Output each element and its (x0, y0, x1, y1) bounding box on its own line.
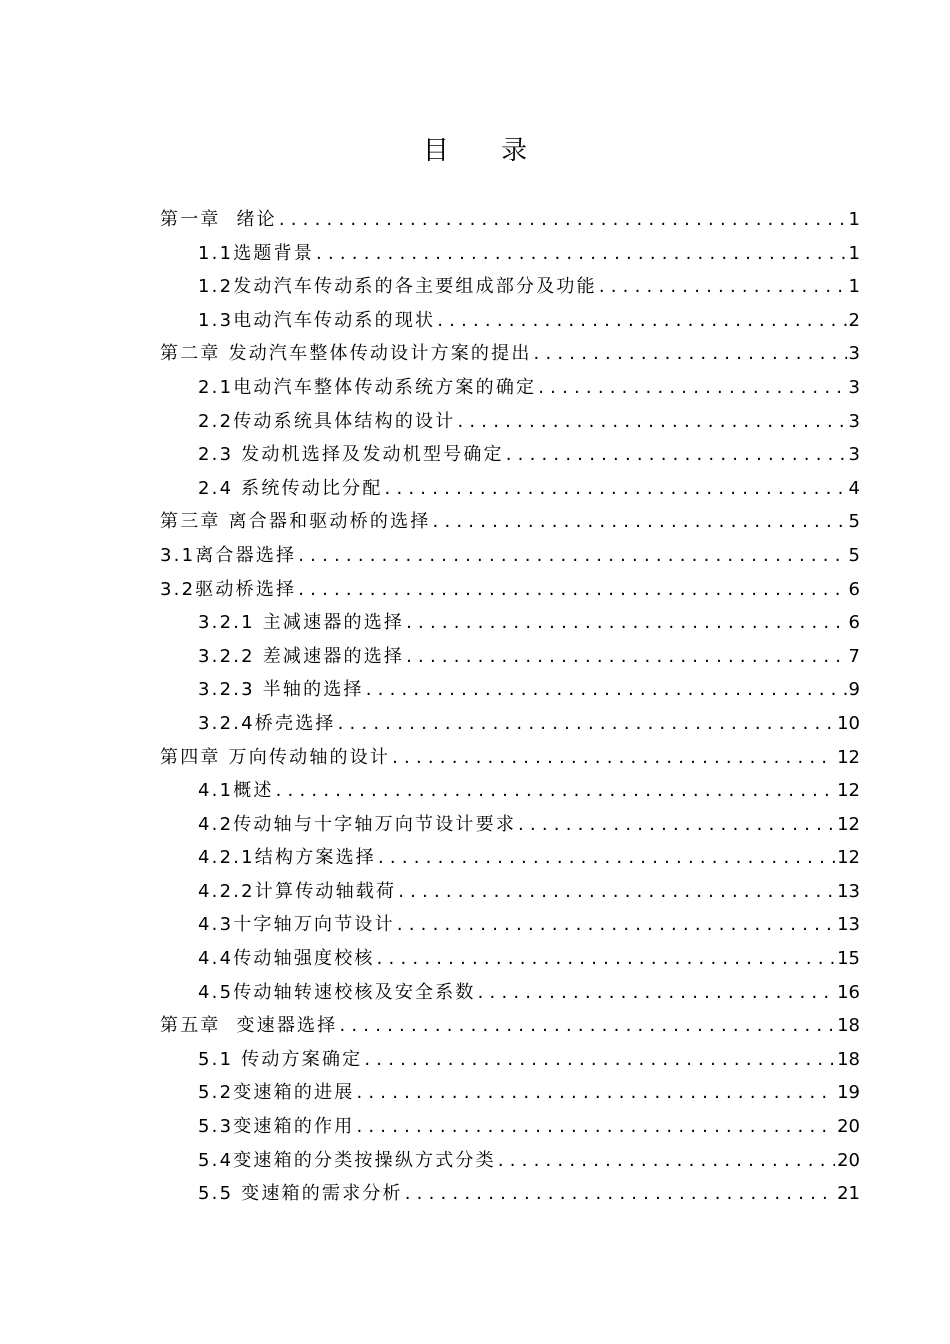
toc-entry-page-number: 1 (848, 242, 860, 264)
toc-entry-page-number: 12 (837, 780, 860, 802)
toc-entry-title: 1.1选题背景 (198, 242, 315, 264)
toc-entry-page-number: 16 (837, 981, 860, 1003)
toc-entry[interactable] (160, 405, 860, 439)
toc-entry[interactable] (160, 841, 860, 875)
toc-entry-title: 5.3变速箱的作用 (198, 1116, 355, 1138)
dot-leader (498, 1144, 835, 1178)
toc-entry[interactable] (160, 908, 860, 942)
toc-entry-title: 3.2.4桥壳选择 (198, 712, 336, 734)
dot-leader (378, 841, 835, 875)
toc-entry[interactable] (160, 539, 860, 573)
toc-entry-page-number: 12 (837, 847, 860, 869)
toc-entry-page-number: 21 (837, 1183, 860, 1205)
toc-entry-title: 2.2传动系统具体结构的设计 (198, 410, 456, 432)
dot-leader (339, 1009, 835, 1043)
toc-entry[interactable] (160, 304, 860, 338)
toc-entry[interactable] (160, 371, 860, 405)
dot-leader (298, 539, 846, 573)
toc-entry-title: 3.2驱动桥选择 (160, 578, 297, 600)
dot-leader (338, 707, 835, 741)
toc-entry[interactable] (160, 203, 860, 237)
toc-entry-page-number: 15 (837, 948, 860, 970)
toc-entry-page-number: 10 (837, 712, 860, 734)
toc-entry-title: 2.1电动汽车整体传动系统方案的确定 (198, 376, 537, 398)
toc-entry[interactable] (160, 640, 860, 674)
toc-entry-page-number: 6 (848, 578, 860, 600)
page-title: 目 录 (422, 136, 550, 166)
toc-entry[interactable] (160, 808, 860, 842)
toc-entry-title: 第三章 离合器和驱动桥的选择 (160, 511, 431, 533)
toc-entry-title: 第四章 万向传动轴的设计 (160, 746, 391, 768)
toc-entry-title: 4.4传动轴强度校核 (198, 948, 375, 970)
toc-entry-page-number: 2 (848, 309, 860, 331)
dot-leader (538, 371, 846, 405)
toc-entry[interactable] (160, 1043, 860, 1077)
toc-entry-title: 3.2.3 半轴的选择 (198, 679, 364, 701)
dot-leader (366, 673, 847, 707)
dot-leader (385, 472, 847, 506)
dot-leader (506, 438, 847, 472)
toc-entry[interactable] (160, 1076, 860, 1110)
toc-entry-page-number: 18 (837, 1015, 860, 1037)
toc-entry-page-number: 6 (848, 612, 860, 634)
dot-leader (437, 304, 846, 338)
toc-entry-page-number: 5 (848, 511, 860, 533)
toc-entry[interactable] (160, 976, 860, 1010)
toc-entry-title: 4.2.1结构方案选择 (198, 847, 376, 869)
toc-entry-page-number: 20 (837, 1116, 860, 1138)
toc-entry[interactable] (160, 472, 860, 506)
toc-entry-page-number: 19 (837, 1082, 860, 1104)
toc-entry-page-number: 18 (837, 1048, 860, 1070)
toc-entry-title: 3.2.2 差减速器的选择 (198, 645, 405, 667)
dot-leader (534, 337, 847, 371)
dot-leader (478, 976, 835, 1010)
dot-leader (406, 606, 846, 640)
toc-entry[interactable] (160, 438, 860, 472)
dot-leader (406, 640, 846, 674)
toc-entry[interactable] (160, 774, 860, 808)
toc-entry-title: 4.2传动轴与十字轴万向节设计要求 (198, 813, 517, 835)
toc-entry-title: 4.5传动轴转速校核及安全系数 (198, 981, 476, 1003)
toc-entry-page-number: 5 (848, 544, 860, 566)
dot-leader (405, 1177, 835, 1211)
toc-entry-title: 5.4变速箱的分类按操纵方式分类 (198, 1149, 496, 1171)
toc-entry-page-number: 1 (848, 209, 860, 230)
toc-entry-page-number: 12 (837, 746, 860, 768)
toc-entry[interactable] (160, 942, 860, 976)
dot-leader (356, 1076, 835, 1110)
toc-entry[interactable] (160, 270, 860, 304)
dot-leader (398, 875, 835, 909)
toc-entry[interactable] (160, 875, 860, 909)
toc-entry-page-number: 20 (837, 1149, 860, 1171)
toc-entry[interactable] (160, 741, 860, 775)
toc-entry-title: 2.4 系统传动比分配 (198, 477, 383, 499)
toc-entry[interactable] (160, 573, 860, 607)
toc-entry[interactable] (160, 606, 860, 640)
toc-entry-page-number: 13 (837, 914, 860, 936)
toc-entry[interactable] (160, 673, 860, 707)
toc-entry-title: 2.3 发动机选择及发动机型号确定 (198, 444, 504, 466)
dot-leader (364, 1043, 835, 1077)
toc-entry-page-number: 7 (848, 645, 860, 667)
toc-entry[interactable] (160, 1009, 860, 1043)
toc-entry-page-number: 3 (848, 343, 860, 365)
toc-entry-title: 5.1 传动方案确定 (198, 1048, 363, 1070)
toc-entry-title: 1.2发动汽车传动系的各主要组成部分及功能 (198, 276, 597, 298)
toc-entry-title: 5.2变速箱的进展 (198, 1082, 355, 1104)
toc-entry-title: 3.2.1 主减速器的选择 (198, 612, 405, 634)
dot-leader (518, 808, 835, 842)
dot-leader (279, 203, 847, 237)
toc-entry-title: 4.2.2计算传动轴载荷 (198, 880, 397, 902)
dot-leader (599, 270, 847, 304)
toc-entry-title: 1.3电动汽车传动系的现状 (198, 309, 436, 331)
toc-entry-title: 5.5 变速箱的需求分析 (198, 1183, 403, 1205)
dot-leader (356, 1110, 835, 1144)
toc-entry-title: 3.1离合器选择 (160, 544, 297, 566)
toc-entry[interactable] (160, 1144, 860, 1178)
dot-leader (397, 908, 835, 942)
dot-leader (377, 942, 835, 976)
toc-entry-title: 第二章 发动汽车整体传动设计方案的提出 (160, 343, 532, 365)
dot-leader (298, 573, 846, 607)
dot-leader (433, 505, 847, 539)
toc-entry-page-number: 3 (848, 444, 860, 466)
dot-leader (276, 774, 835, 808)
toc-entry-page-number: 4 (848, 477, 860, 499)
toc-entry-title: 第五章 变速器选择 (160, 1015, 338, 1037)
toc-entry[interactable] (160, 1110, 860, 1144)
toc-entry-page-number: 1 (848, 276, 860, 298)
toc-entry-page-number: 13 (837, 880, 860, 902)
toc-entry-title: 4.3十字轴万向节设计 (198, 914, 395, 936)
toc-entry[interactable] (160, 1177, 860, 1211)
toc-entry-title: 4.1概述 (198, 780, 274, 802)
dot-leader (316, 237, 847, 271)
toc-entry-page-number: 12 (837, 813, 860, 835)
toc-entry-title: 第一章 绪论 (160, 209, 277, 230)
toc-entry[interactable] (160, 505, 860, 539)
toc-entry-page-number: 3 (848, 376, 860, 398)
toc-entry-page-number: 3 (848, 410, 860, 432)
dot-leader (457, 405, 846, 439)
toc-entry[interactable] (160, 237, 860, 271)
dot-leader (392, 741, 835, 775)
toc-entry[interactable] (160, 707, 860, 741)
toc-entry[interactable] (160, 337, 860, 371)
toc-entry-page-number: 9 (848, 679, 860, 701)
table-of-contents (160, 203, 860, 1211)
